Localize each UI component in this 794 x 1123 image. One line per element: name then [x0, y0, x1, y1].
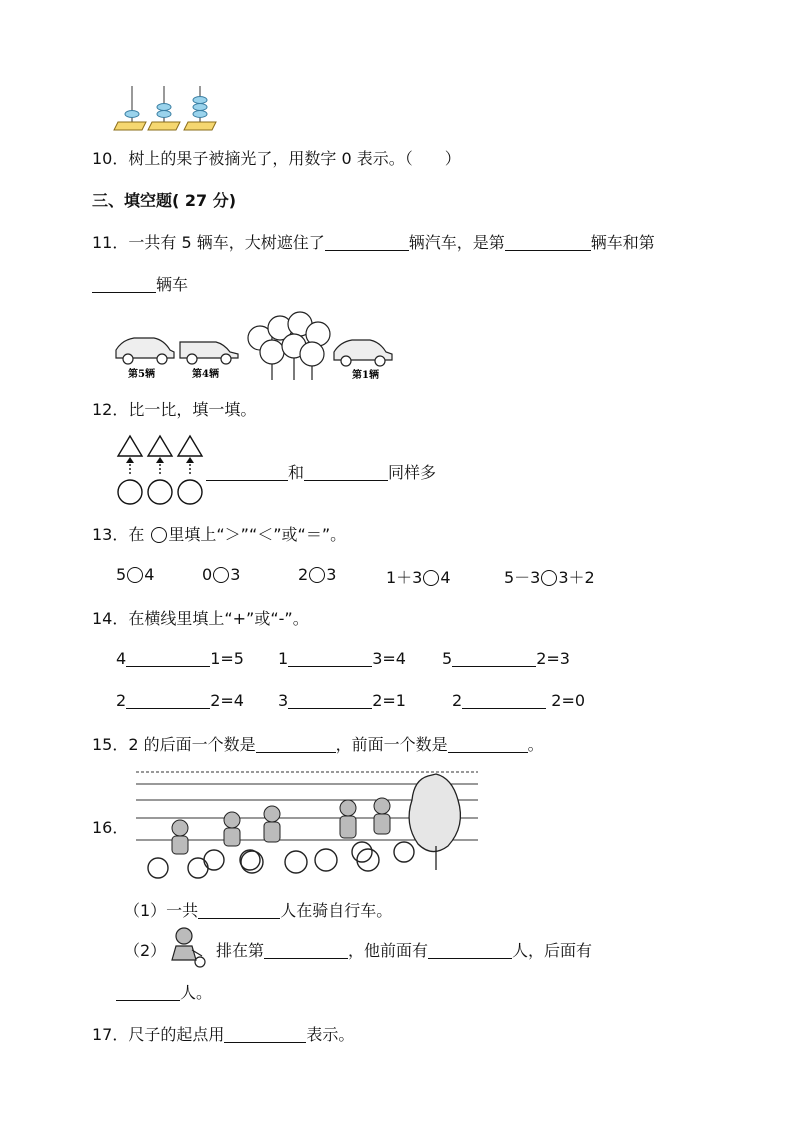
section-3-title: 三、填空题( 27 分)	[92, 191, 237, 210]
answer-blank[interactable]	[92, 274, 156, 293]
q14-item: 1 3=4	[278, 649, 406, 668]
q14-item: 5 2=3	[442, 649, 570, 668]
answer-blank[interactable]	[448, 734, 528, 753]
circle-shape	[118, 480, 142, 504]
answer-blank[interactable]	[256, 734, 336, 753]
answer-blank[interactable]	[505, 232, 591, 251]
q13-item: 5 4	[116, 565, 155, 584]
circle-icon	[151, 527, 167, 543]
q14-item: 3 2=1	[278, 691, 406, 710]
cars-and-trees-figure	[112, 310, 402, 384]
q13-item: 0 3	[202, 565, 241, 584]
question-16-sub2: （2）	[124, 941, 167, 960]
q13-item: 2 3	[298, 565, 337, 584]
answer-blank[interactable]	[126, 690, 210, 709]
boy-rider-icon	[166, 926, 206, 968]
answer-blank[interactable]	[116, 982, 180, 1001]
question-16-sub1: （1）一共 人在骑自行车。	[124, 901, 393, 920]
answer-blank[interactable]	[198, 900, 280, 919]
question-15: 15．2 的后面一个数是 ，前面一个数是 。	[92, 735, 544, 754]
answer-blank[interactable]	[206, 462, 288, 481]
question-14-title: 14．在横线里填上“+”或“-”。	[92, 609, 309, 628]
compare-circle[interactable]	[213, 567, 229, 583]
question-10: 10．树上的果子被摘光了，用数字 0 表示。（ ）	[92, 149, 461, 168]
question-11-line1: 11．一共有 5 辆车，大树遮住了 辆汽车，是第 辆车和第	[92, 233, 655, 252]
compare-circle[interactable]	[541, 570, 557, 586]
compare-circle[interactable]	[309, 567, 325, 583]
question-16-sub2-line2: 人。	[116, 980, 212, 1003]
car-label: 第1辆	[352, 370, 379, 381]
question-11-line2: 辆车	[92, 272, 188, 295]
q14-item: 2 2=0	[452, 691, 586, 710]
car-label: 第5辆	[128, 369, 155, 380]
answer-blank[interactable]	[325, 232, 409, 251]
question-12-title: 12．比一比，填一填。	[92, 400, 257, 419]
compare-circle[interactable]	[127, 567, 143, 583]
triangle-shape	[118, 436, 142, 456]
compare-circle[interactable]	[423, 570, 439, 586]
circle-shape	[148, 480, 172, 504]
q13-item: 1＋3 4	[386, 568, 451, 587]
question-16-number: 16．	[92, 818, 129, 837]
abacus-figure	[112, 84, 222, 132]
answer-blank[interactable]	[428, 940, 512, 959]
question-13-title: 13．在 里填上“＞”“＜”或“＝”。	[92, 525, 347, 544]
answer-blank[interactable]	[452, 648, 536, 667]
circle-shape	[178, 480, 202, 504]
q14-item: 4 1=5	[116, 649, 244, 668]
question-17: 17．尺子的起点用 表示。	[92, 1025, 355, 1044]
q13-item: 5－3 3＋2	[504, 568, 595, 587]
answer-blank[interactable]	[288, 648, 372, 667]
answer-blank[interactable]	[224, 1024, 306, 1043]
bicycle-riders-figure	[136, 766, 478, 884]
answer-blank[interactable]	[304, 462, 388, 481]
triangles-circles-figure	[116, 434, 210, 506]
question-12-answer: 和 同样多	[206, 460, 436, 483]
question-16-sub2-text: 排在第 ，他前面有 人，后面有	[216, 941, 593, 960]
answer-blank[interactable]	[462, 690, 546, 709]
car-label: 第4辆	[192, 369, 219, 380]
triangle-shape	[148, 436, 172, 456]
triangle-shape	[178, 436, 202, 456]
answer-blank[interactable]	[264, 940, 348, 959]
q14-item: 2 2=4	[116, 691, 244, 710]
answer-blank[interactable]	[126, 648, 210, 667]
answer-blank[interactable]	[288, 690, 372, 709]
